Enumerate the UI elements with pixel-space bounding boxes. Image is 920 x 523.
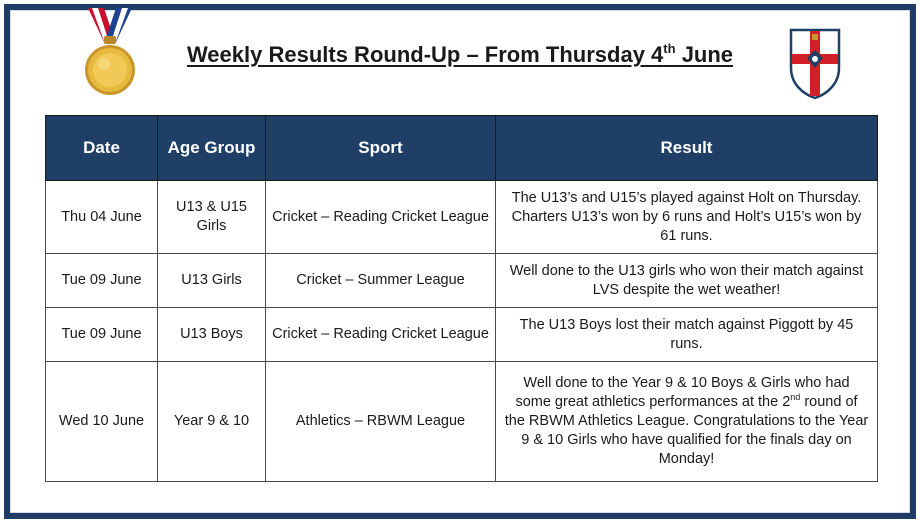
table-row [46, 308, 878, 362]
header-sport: Sport [266, 116, 496, 181]
school-crest-icon [789, 28, 841, 100]
header-result: Result [496, 116, 878, 181]
cell-result [496, 362, 878, 482]
title-main: Weekly Results Round-Up – From Thursday 4 [186, 42, 664, 67]
table-header-row [46, 116, 878, 181]
page-title [160, 42, 760, 68]
cell-date: Tue 09 June [46, 308, 158, 362]
cell-sport: Cricket – Reading Cricket League [266, 181, 496, 254]
cell-sport: Athletics – RBWM League [266, 362, 496, 482]
cell-date: Thu 04 June [46, 181, 158, 254]
result-ordinal: nd [790, 392, 801, 402]
gold-medal-icon [74, 8, 146, 100]
cell-sport: Cricket – Reading Cricket League [266, 308, 496, 362]
table-row [46, 254, 878, 308]
title-ordinal: th [663, 41, 676, 56]
cell-age-group: U13 Girls [158, 254, 266, 308]
results-table [45, 115, 878, 482]
header-age-group: Age Group [158, 116, 266, 181]
cell-date: Tue 09 June [46, 254, 158, 308]
title-tail: June [675, 42, 734, 67]
cell-sport: Cricket – Summer League [266, 254, 496, 308]
cell-age-group: Year 9 & 10 [158, 362, 266, 482]
table-row [46, 181, 878, 254]
cell-age-group: U13 Boys [158, 308, 266, 362]
result-text-pre: Well done to the Year 9 & 10 Boys & Girls who had some great athletics performances at the 2 [515, 375, 850, 410]
cell-result: Well done to the U13 girls who won their match against LVS despite the wet weather! [496, 254, 878, 308]
cell-result: The U13 Boys lost their match against Piggott by 45 runs. [496, 308, 878, 362]
cell-age-group: U13 & U15 Girls [158, 181, 266, 254]
result-text-post: round of the RBWM Athletics League. Congratulations to the Year 9 & 10 Girls who have qualified for the finals day on Monday! [504, 394, 869, 467]
cell-result: The U13’s and U15’s played against Holt on Thursday. Charters U13’s won by 6 runs and Holt’s U15’s won by 61 runs. [496, 181, 878, 254]
table-row [46, 362, 878, 482]
cell-date: Wed 10 June [46, 362, 158, 482]
header-date: Date [46, 116, 158, 181]
